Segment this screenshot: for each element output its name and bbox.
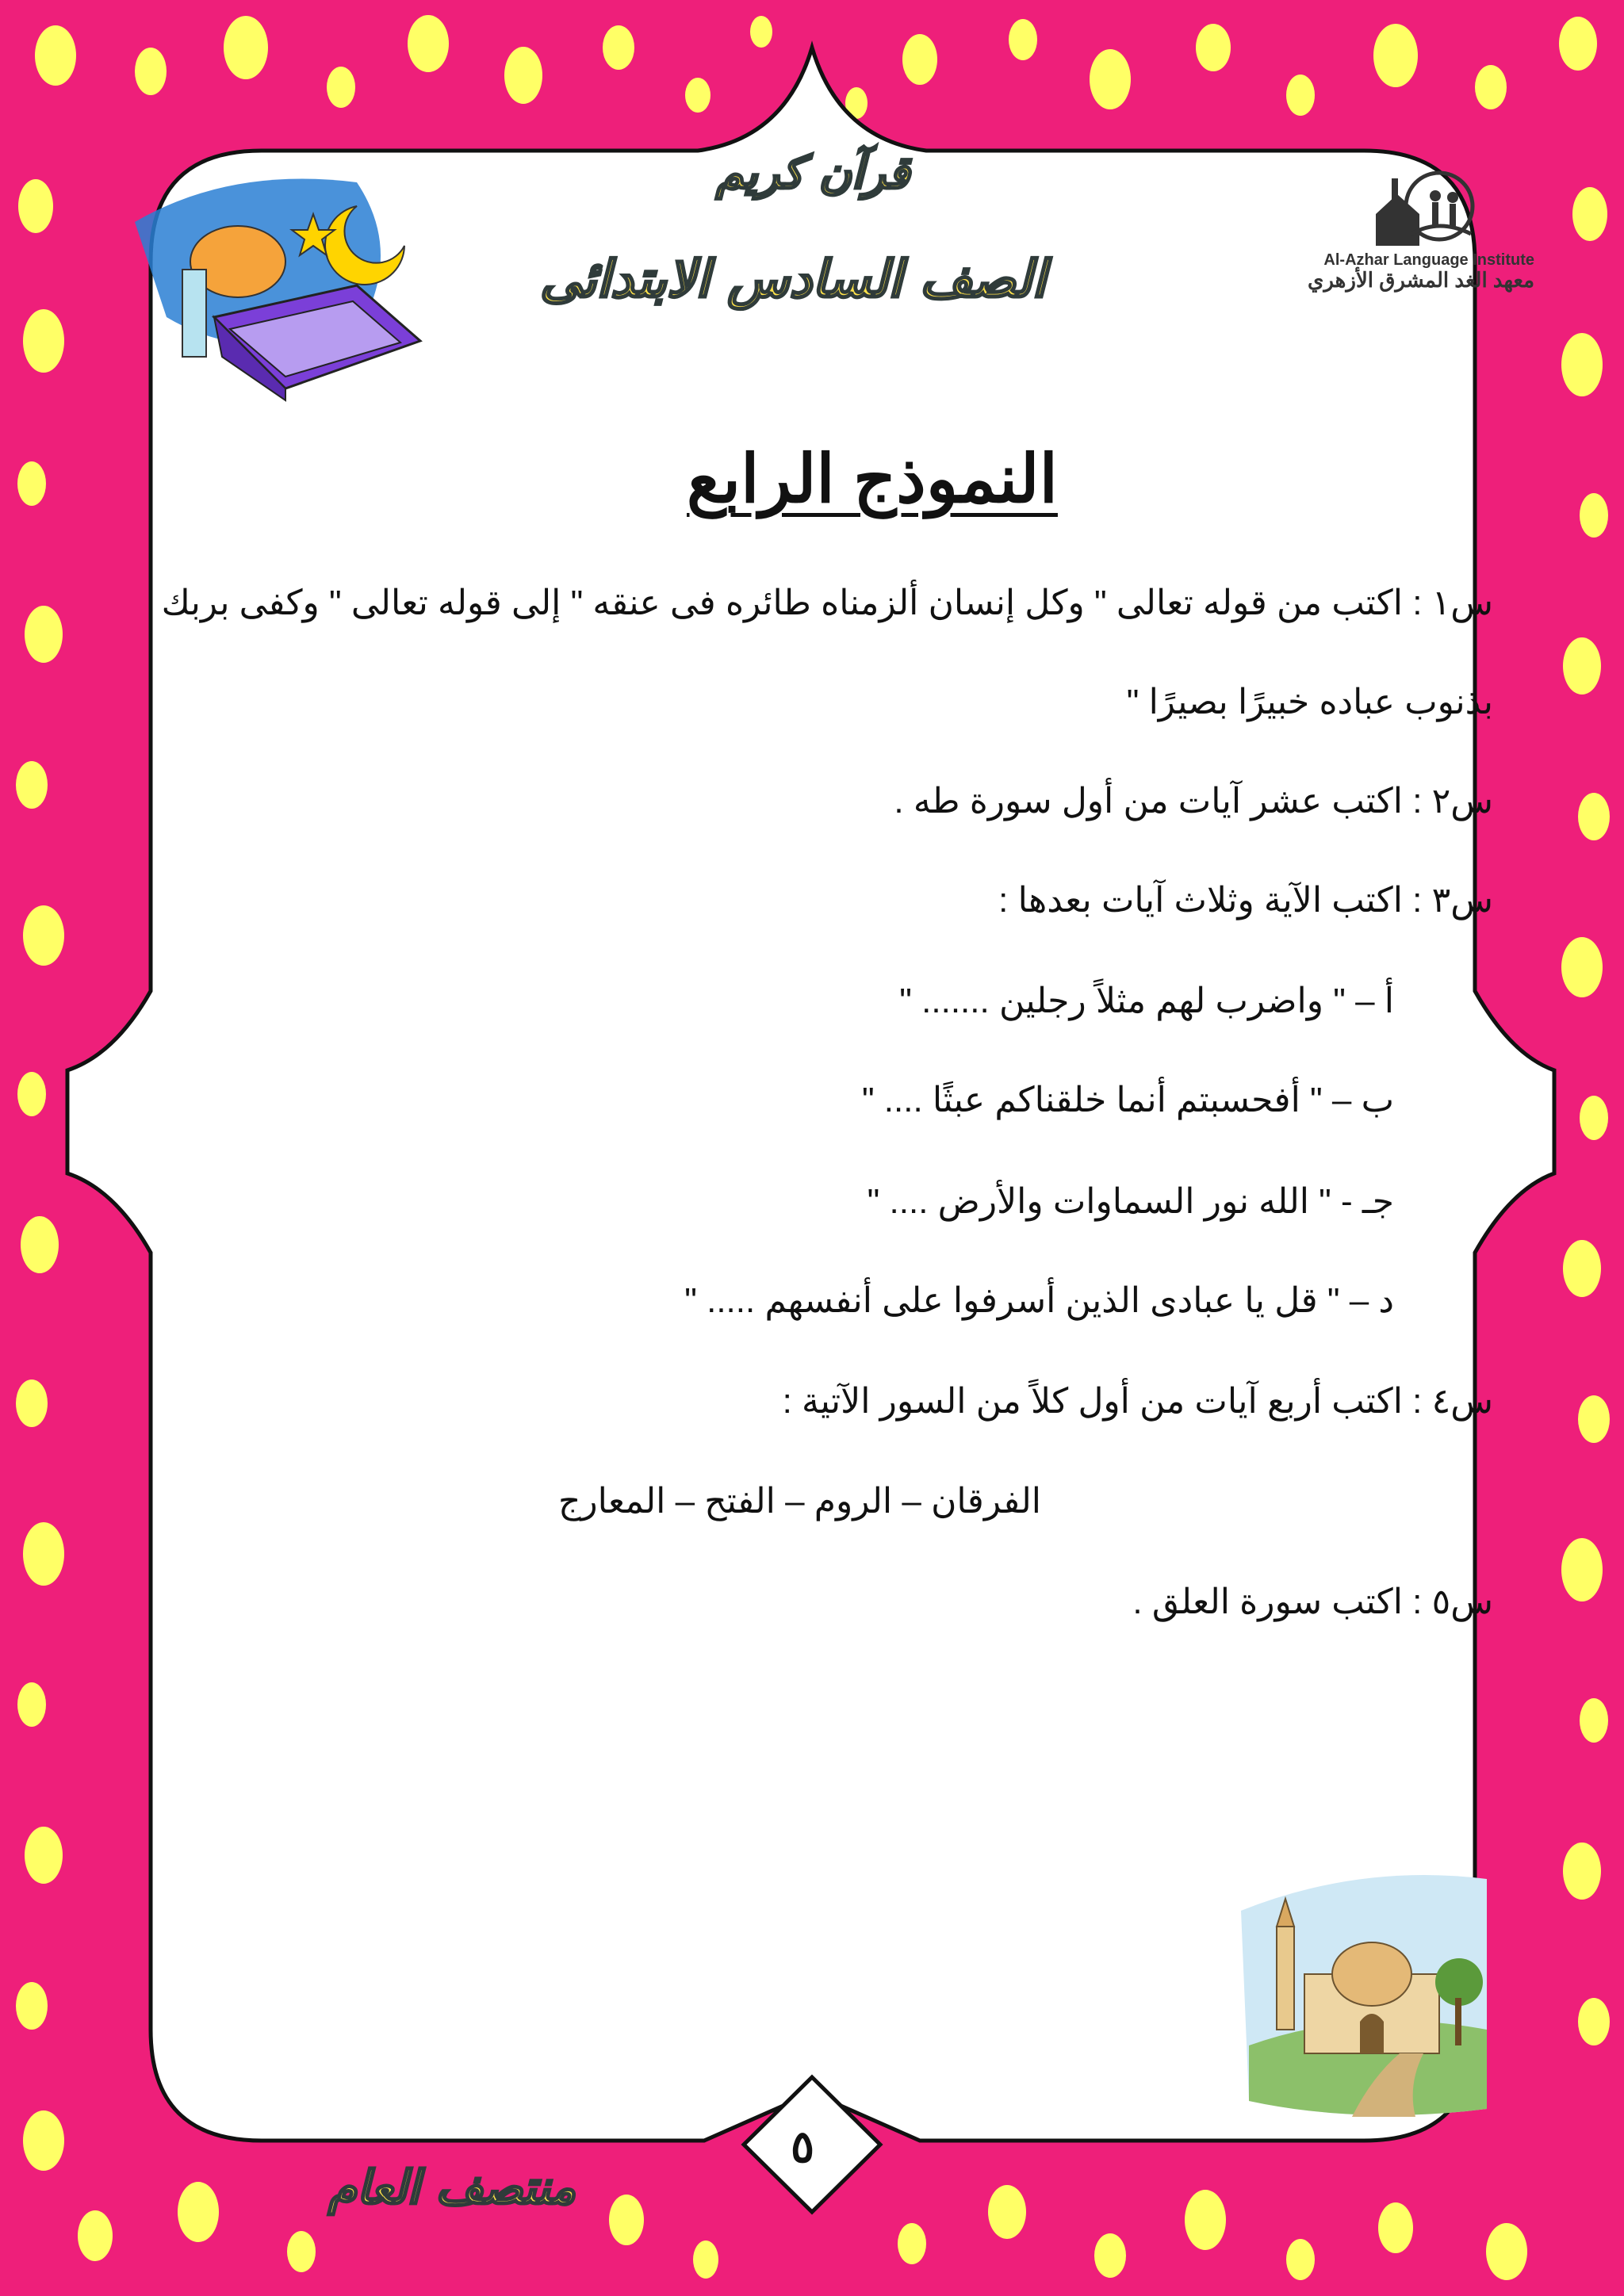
logo-english-text: Al-Azhar Language Institute xyxy=(1323,251,1534,269)
question-3: س٣ : اكتب الآية وثلاث آيات بعدها : xyxy=(998,881,1493,920)
page-heading: النموذج الرابع xyxy=(687,442,1058,516)
question-3-item-c: جـ - " الله نور السماوات والأرض .... " xyxy=(867,1182,1394,1221)
question-1-line-2: بذنوب عباده خبيرًا بصيرًا " xyxy=(1126,683,1493,721)
mosque-landscape-clipart xyxy=(1233,1863,1495,2125)
institute-logo-icon xyxy=(1364,170,1483,250)
quran-mosque-clipart xyxy=(119,159,452,420)
logo-arabic-text: معهد الغد المشرق الأزهري xyxy=(1307,268,1534,292)
term-label: منتصف العام xyxy=(328,2160,576,2214)
page-number: ٥ xyxy=(790,2122,815,2172)
question-5: س٥ : اكتب سورة العلق . xyxy=(1132,1582,1493,1621)
question-1-line-1: س١ : اكتب من قوله تعالى " وكل إنسان ألزمناه طائره فى عنقه " إلى قوله تعالى " وكفى بربك xyxy=(161,584,1493,622)
grade-title: الصف السادس الابتدائى xyxy=(539,250,1047,309)
question-4-surah-list: الفرقان – الروم – الفتح – المعارج xyxy=(558,1482,1041,1521)
question-3-item-a: أ – " واضرب لهم مثلاً رجلين ....... " xyxy=(899,982,1394,1020)
question-3-item-d: د – " قل يا عبادى الذين أسرفوا على أنفسهم ..... " xyxy=(684,1281,1394,1320)
subject-title: قرآن كريم xyxy=(715,147,910,199)
question-4: س٤ : اكتب أربع آيات من أول كلاً من السور الآتية : xyxy=(782,1382,1493,1421)
question-2: س٢ : اكتب عشر آيات من أول سورة طه . xyxy=(894,782,1493,821)
question-3-item-b: ب – " أفحسبتم أنما خلقناكم عبثًا .... " xyxy=(861,1081,1394,1119)
